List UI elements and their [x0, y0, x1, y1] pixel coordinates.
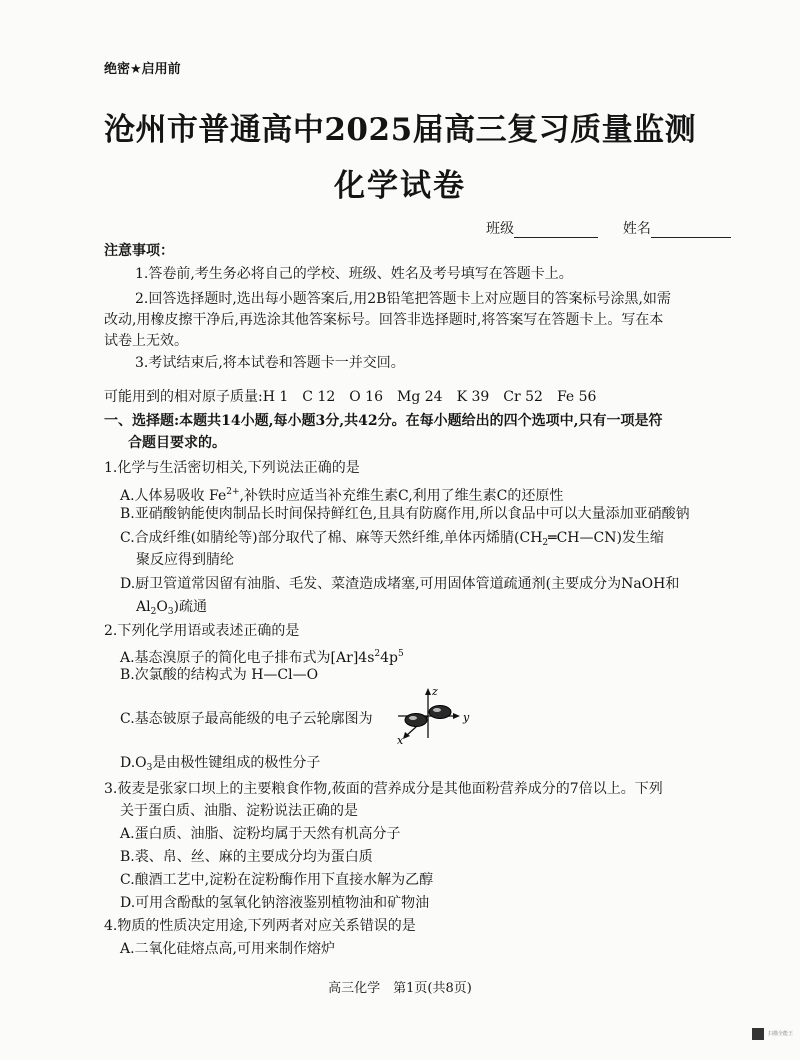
atomic-masses: 可能用到的相对原子质量:H 1 C 12 O 16 Mg 24 K 39 Cr 52 Fe 56	[104, 389, 597, 405]
note-1: 1.答卷前,考生务必将自己的学校、班级、姓名及考号填写在答题卡上。	[135, 266, 573, 282]
name-blank[interactable]	[651, 221, 731, 238]
q1-option-d-cont: $Al_2O_3$)疏通	[136, 599, 208, 617]
confidential-label: 绝密★启用前	[104, 62, 181, 77]
q1-option-c: C.合成纤维(如腈纶等)部分取代了棉、麻等天然纤维,单体丙烯腈$(CH_2═CH—CN)$发生缩	[120, 530, 664, 548]
exam-title: 沧州市普通高中2025届高三复习质量监测	[103, 112, 697, 148]
name-label: 姓名	[622, 221, 651, 237]
student-info	[486, 218, 731, 238]
note-2c: 试卷上无效。	[104, 333, 188, 349]
q2-option-a: A.基态溴原子的简化电子排布式为$[Ar]4s^24p^5$	[120, 649, 404, 666]
notes-heading: 注意事项：	[104, 243, 174, 259]
z-arrow	[425, 688, 431, 695]
q3-option-c: C.酿酒工艺中,淀粉在淀粉酶作用下直接水解为乙醇	[120, 872, 434, 888]
q3-stem: 3.莜麦是张家口坝上的主要粮食作物,莜面的营养成分是其他面粉营养成分的7倍以上。下列	[104, 781, 663, 797]
orbital-lobe-left	[405, 714, 427, 727]
note-2b: 改动,用橡皮擦干净后,再选涂其他答案标号。回答非选择题时,将答案写在答题卡上。写在本	[104, 312, 664, 328]
q3-option-d: D.可用含酚酞的氢氧化钠溶液鉴别植物油和矿物油	[120, 895, 430, 911]
q2-option-b: B.次氯酸的结构式为 H—Cl—O	[120, 667, 319, 683]
highlight-left	[409, 716, 417, 720]
q4-stem: 4.物质的性质决定用途,下列两者对应关系错误的是	[104, 918, 416, 934]
q1-option-b: B.亚硝酸钠能使肉制品长时间保持鲜红色,且具有防腐作用,所以食品中可以大量添加亚硝酸钠	[120, 506, 690, 522]
highlight-right	[433, 708, 441, 712]
section-heading: 一、选择题:本题共14小题,每小题3分,共42分。在每小题给出的四个选项中,只有一项是符	[104, 413, 663, 429]
y-label: y	[463, 711, 470, 724]
orbital-lobe-right	[429, 706, 451, 719]
y-arrow	[453, 713, 460, 719]
q3-option-b: B.裘、帛、丝、麻的主要成分均为蛋白质	[120, 849, 373, 865]
q3-stem-cont: 关于蛋白质、油脂、淀粉说法正确的是	[120, 803, 358, 819]
q4-option-a: A.二氧化硅熔点高,可用来制作熔炉	[120, 941, 336, 957]
note-3: 3.考试结束后,将本试卷和答题卡一并交回。	[135, 355, 405, 371]
class-blank[interactable]	[514, 221, 598, 238]
q2-option-d: $D.O_3$是由极性键组成的极性分子	[120, 755, 321, 773]
q3-option-a: A.蛋白质、油脂、淀粉均属于天然有机高分子	[120, 826, 401, 842]
z-label: z	[432, 686, 438, 698]
x-label: x	[397, 734, 404, 747]
q2-option-c: C.基态铍原子最高能级的电子云轮廓图为	[120, 711, 373, 727]
subject-title: 化学试卷	[334, 168, 466, 204]
note-2a: 2.回答选择题时,选出每小题答案后,用2B铅笔把答题卡上对应题目的答案标号涂黑,如需	[135, 291, 671, 307]
q1-stem: 1.化学与生活密切相关,下列说法正确的是	[104, 460, 360, 476]
page-footer: 高三化学 第1页(共8页)	[328, 981, 472, 996]
class-label: 班级	[486, 221, 514, 237]
qr-code-icon	[752, 1028, 764, 1040]
q2-stem: 2.下列化学用语或表述正确的是	[104, 623, 300, 639]
q1-option-d: D.厨卫管道常因留有油脂、毛发、菜渣造成堵塞,可用固体管道疏通剂(主要成分为NaOH和	[120, 576, 680, 592]
p-orbital-diagram	[394, 686, 474, 748]
q1-option-a: A.人体易吸收 $Fe^{2+}$,补铁时应适当补充维生素C,利用了维生素C的还原性	[120, 487, 564, 504]
q1-option-c-cont: 聚反应得到腈纶	[136, 552, 234, 568]
watermark-text: 扫描全能王	[768, 1031, 794, 1037]
section-heading-cont: 合题目要求的。	[128, 435, 226, 451]
